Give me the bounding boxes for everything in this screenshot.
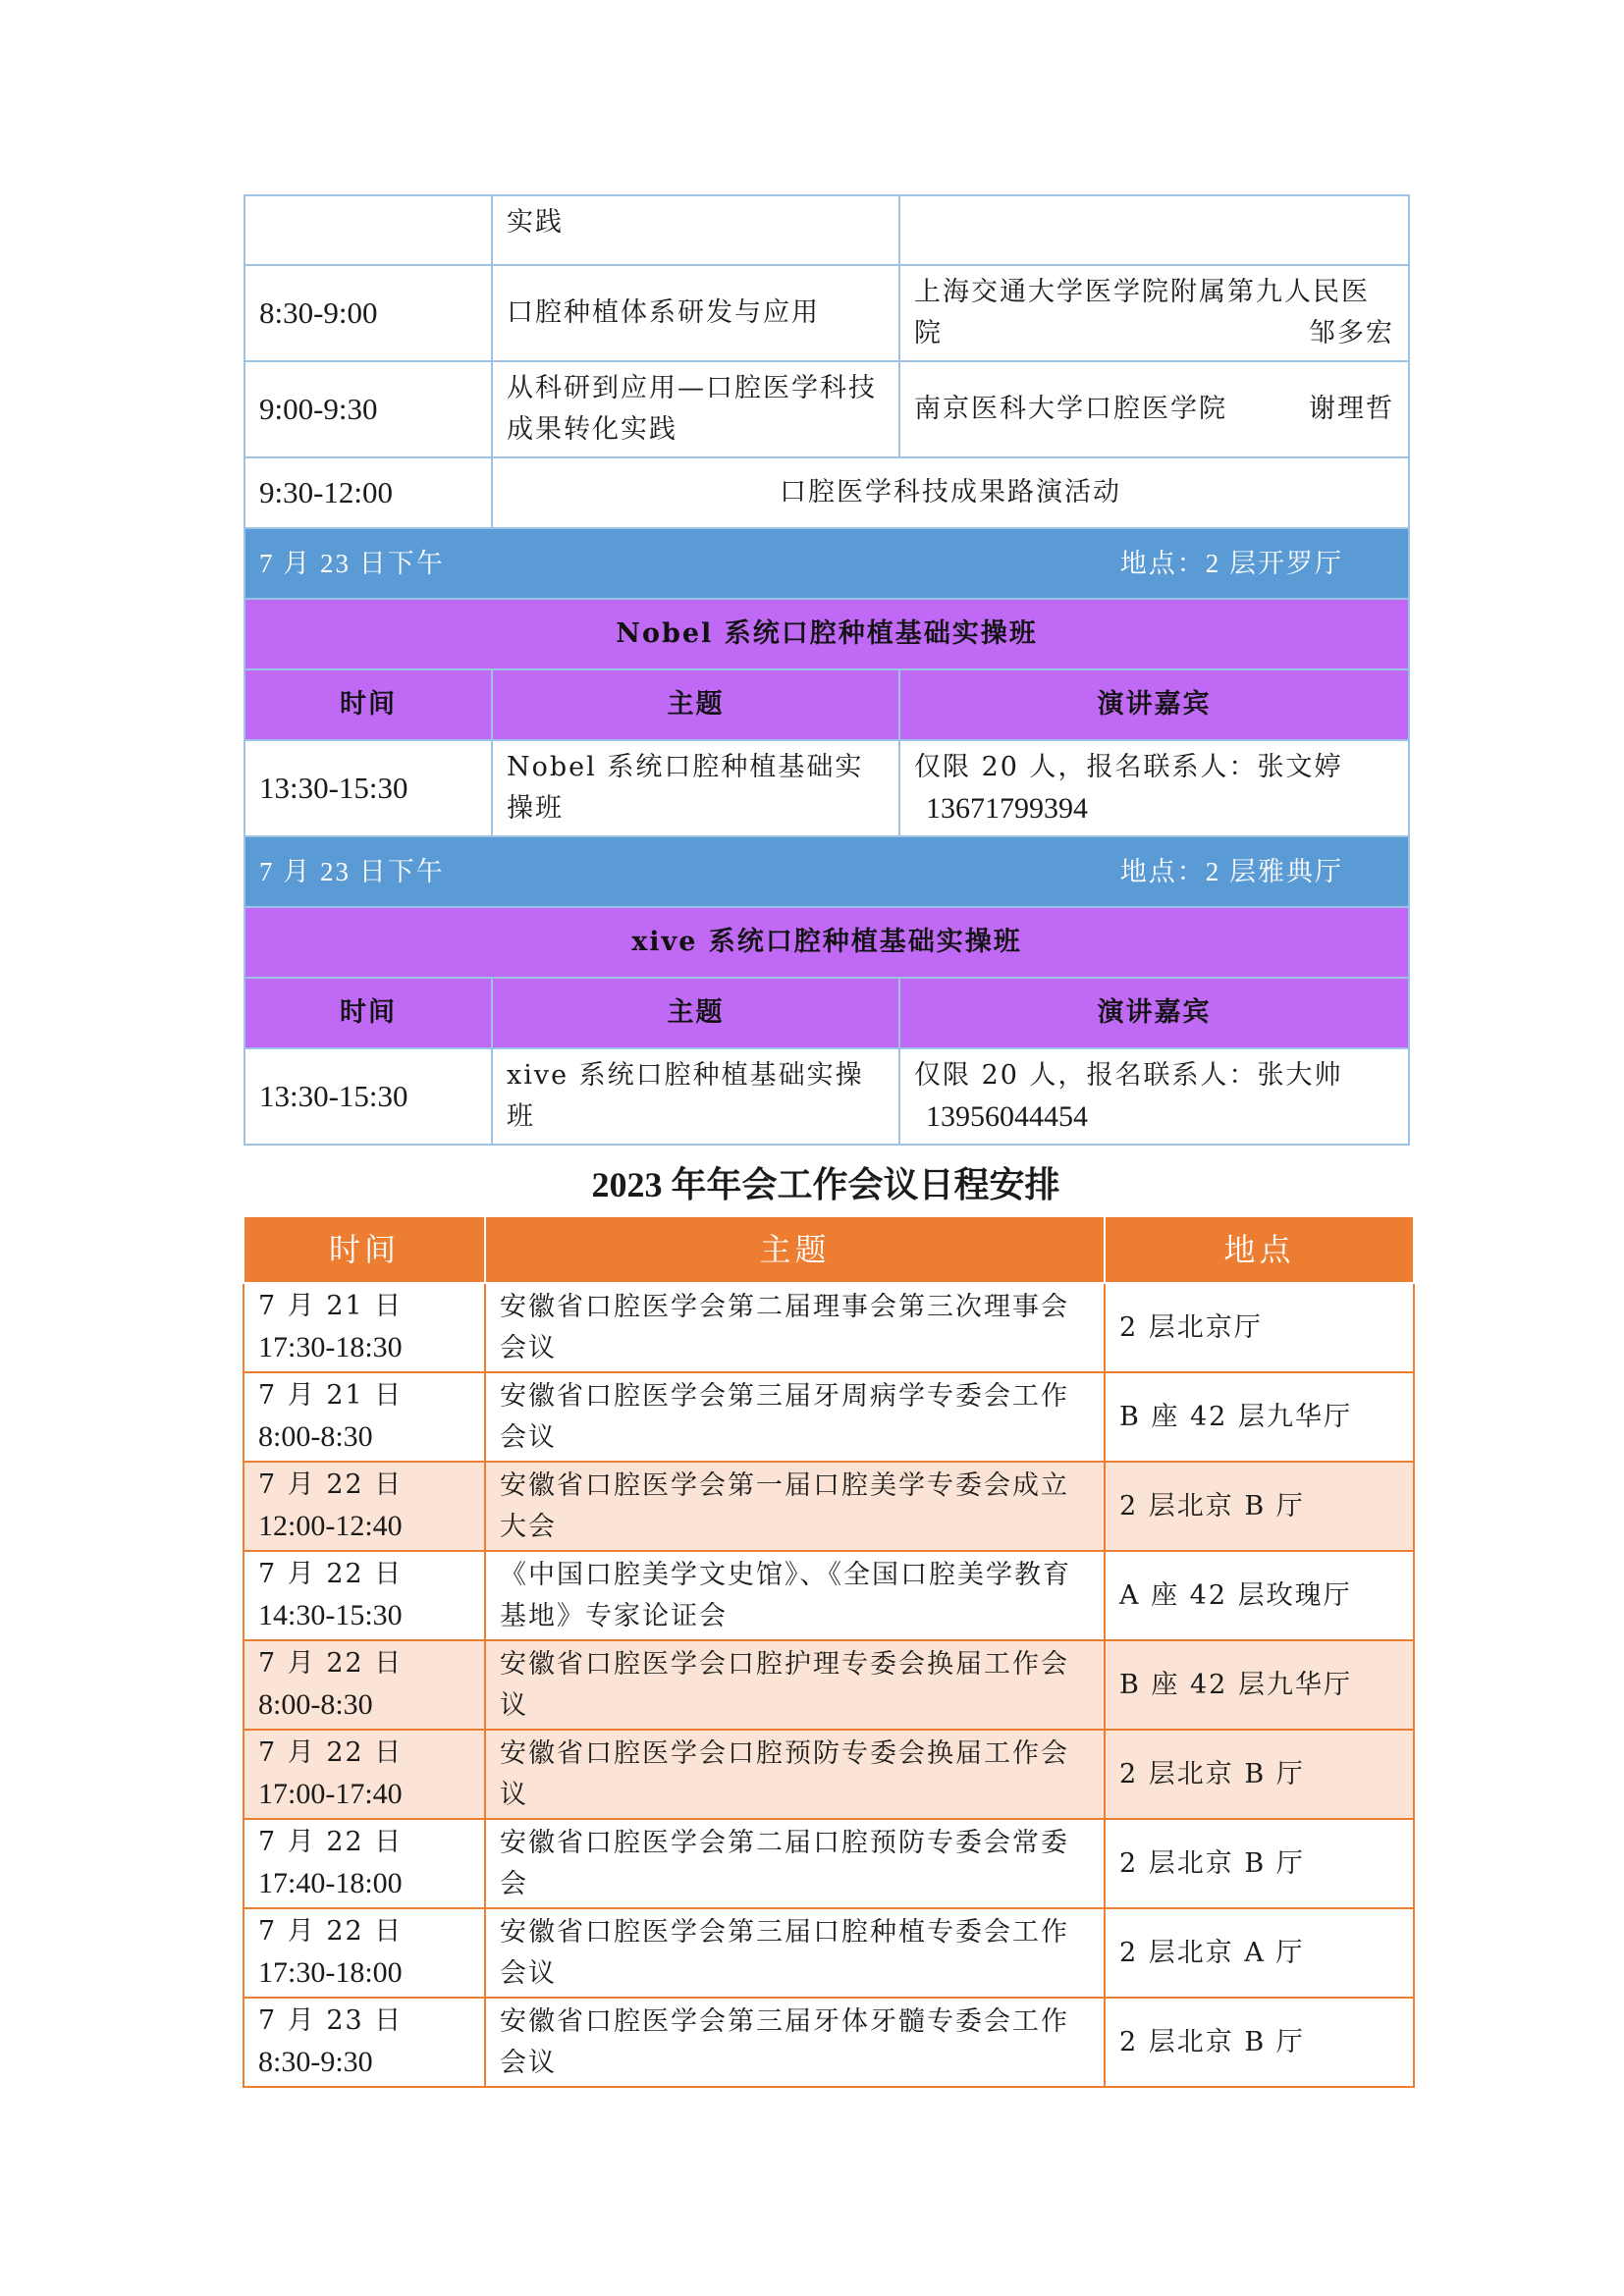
topic-cell: 口腔种植体系研发与应用	[492, 265, 899, 361]
meeting-time-cell	[244, 1819, 485, 1908]
session-location: 地点：2 层雅典厅	[1119, 857, 1343, 886]
page-content	[244, 194, 1408, 2088]
meetings-body	[244, 1283, 1414, 2087]
meeting-time: 17:00-17:40	[258, 1778, 403, 1810]
meeting-time-cell	[244, 1551, 485, 1640]
speaker-cell	[899, 195, 1409, 265]
speaker-cell	[899, 265, 1409, 361]
meeting-place: B 座 42 层九华厅	[1105, 1640, 1414, 1730]
meeting-date: 7 月 21 日	[258, 1380, 404, 1411]
meeting-date: 7 月 22 日	[258, 1559, 404, 1589]
topic-cell: 口腔医学科技成果路演活动	[492, 457, 1409, 528]
meeting-time: 8:00-8:30	[258, 1688, 373, 1721]
meeting-place: 2 层北京 B 厅	[1105, 1819, 1414, 1908]
column-header: 时间	[244, 1216, 485, 1283]
column-header: 时间	[244, 978, 492, 1048]
meeting-time: 14:30-15:30	[258, 1599, 403, 1631]
meeting-time-cell	[244, 1283, 485, 1372]
topic-cell: Nobel 系统口腔种植基础实操班	[492, 740, 899, 836]
column-header: 演讲嘉宾	[899, 978, 1409, 1048]
course-title: xive 系统口腔种植基础实操班	[244, 907, 1409, 978]
meeting-time: 17:30-18:00	[258, 1956, 403, 1989]
meeting-place: B 座 42 层九华厅	[1105, 1372, 1414, 1462]
meeting-topic: 安徽省口腔医学会口腔预防专委会换届工作会议	[485, 1730, 1105, 1819]
speaker-affiliation: 南京医科大学口腔医学院	[914, 394, 1227, 424]
meeting-time-cell	[244, 1462, 485, 1551]
meetings-header-row	[244, 1216, 1414, 1283]
session-header	[244, 528, 1409, 599]
meeting-place: 2 层北京厅	[1105, 1283, 1414, 1372]
column-header: 地点	[1105, 1216, 1414, 1283]
column-header: 时间	[244, 669, 492, 740]
topic-cell: xive 系统口腔种植基础实操班	[492, 1048, 899, 1145]
meeting-time: 8:30-9:30	[258, 2046, 373, 2078]
meetings-title: 2023 年年会工作会议日程安排	[591, 1165, 1060, 1204]
meeting-row	[244, 1283, 1414, 1372]
column-header: 演讲嘉宾	[899, 669, 1409, 740]
contact-phone: 13956044454	[926, 1100, 1088, 1133]
schedule-row	[244, 195, 1409, 265]
meeting-date: 7 月 22 日	[258, 1469, 404, 1500]
meeting-topic: 安徽省口腔医学会第三届牙周病学专委会工作会议	[485, 1372, 1105, 1462]
program-table	[244, 194, 1410, 1146]
meeting-row	[244, 1819, 1414, 1908]
session-header	[244, 836, 1409, 907]
topic-cell: 从科研到应用—口腔医学科技成果转化实践	[492, 361, 899, 457]
meeting-time-cell	[244, 1372, 485, 1462]
meeting-topic: 安徽省口腔医学会第二届口腔预防专委会常委会	[485, 1819, 1105, 1908]
time-cell: 9:30-12:00	[244, 457, 492, 528]
speaker-cell	[899, 1048, 1409, 1145]
meeting-row	[244, 1551, 1414, 1640]
course-title-row	[244, 907, 1409, 978]
time-cell: 13:30-15:30	[244, 740, 492, 836]
schedule-row	[244, 361, 1409, 457]
meeting-date: 7 月 22 日	[258, 1648, 404, 1679]
meetings-table	[243, 1215, 1415, 2088]
topic-cell: 实践	[492, 195, 899, 265]
meeting-row	[244, 1640, 1414, 1730]
meeting-time-cell	[244, 1640, 485, 1730]
meeting-place: 2 层北京 B 厅	[1105, 1730, 1414, 1819]
meeting-topic: 安徽省口腔医学会第三届口腔种植专委会工作会议	[485, 1908, 1105, 1998]
column-header: 主题	[492, 669, 899, 740]
meeting-row	[244, 1462, 1414, 1551]
meeting-time: 12:00-12:40	[258, 1510, 403, 1542]
speaker-affiliation: 上海交通大学医学院附属第九人民医院	[914, 277, 1370, 348]
meeting-topic: 安徽省口腔医学会口腔护理专委会换届工作会议	[485, 1640, 1105, 1730]
meeting-topic: 安徽省口腔医学会第一届口腔美学专委会成立大会	[485, 1462, 1105, 1551]
meeting-time-cell	[244, 1908, 485, 1998]
schedule-row	[244, 457, 1409, 528]
meeting-date: 7 月 21 日	[258, 1291, 404, 1321]
meeting-place: 2 层北京 B 厅	[1105, 1998, 1414, 2087]
meeting-topic: 安徽省口腔医学会第三届牙体牙髓专委会工作会议	[485, 1998, 1105, 2087]
time-cell: 8:30-9:00	[244, 265, 492, 361]
meeting-row	[244, 1908, 1414, 1998]
meeting-row	[244, 1998, 1414, 2087]
registration-note: 仅限 20 人，报名联系人：张文婷	[914, 752, 1343, 782]
meeting-date: 7 月 22 日	[258, 1827, 404, 1857]
contact-phone: 13671799394	[926, 792, 1088, 825]
course-row	[244, 1048, 1409, 1145]
meeting-time-cell	[244, 1730, 485, 1819]
meeting-date: 7 月 22 日	[258, 1737, 404, 1768]
speaker-name: 谢理哲	[1309, 394, 1394, 424]
time-cell: 13:30-15:30	[244, 1048, 492, 1145]
meeting-time: 17:30-18:30	[258, 1331, 403, 1363]
column-header-row	[244, 669, 1409, 740]
meeting-row	[244, 1730, 1414, 1819]
registration-note: 仅限 20 人，报名联系人：张大帅	[914, 1060, 1343, 1091]
session-date: 7 月 23 日下午	[259, 857, 445, 886]
meeting-row	[244, 1372, 1414, 1462]
time-cell: 9:00-9:30	[244, 361, 492, 457]
course-row	[244, 740, 1409, 836]
meeting-topic: 安徽省口腔医学会第二届理事会第三次理事会会议	[485, 1283, 1105, 1372]
meeting-time: 8:00-8:30	[258, 1420, 373, 1453]
column-header-row	[244, 978, 1409, 1048]
course-title-row	[244, 599, 1409, 669]
meeting-place: 2 层北京 A 厅	[1105, 1908, 1414, 1998]
speaker-cell	[899, 361, 1409, 457]
session-date: 7 月 23 日下午	[259, 549, 445, 578]
speaker-name: 邹多宏	[1309, 318, 1394, 348]
meeting-time-cell	[244, 1998, 485, 2087]
column-header: 主题	[485, 1216, 1105, 1283]
column-header: 主题	[492, 978, 899, 1048]
meeting-date: 7 月 22 日	[258, 1916, 404, 1947]
meeting-place: 2 层北京 B 厅	[1105, 1462, 1414, 1551]
meeting-place: A 座 42 层玫瑰厅	[1105, 1551, 1414, 1640]
meeting-date: 7 月 23 日	[258, 2005, 404, 2036]
meeting-topic: 《中国口腔美学文史馆》、《全国口腔美学教育基地》专家论证会	[485, 1551, 1105, 1640]
speaker-cell	[899, 740, 1409, 836]
time-cell	[244, 195, 492, 265]
course-title: Nobel 系统口腔种植基础实操班	[244, 599, 1409, 669]
session-location: 地点：2 层开罗厅	[1119, 549, 1343, 578]
meeting-time: 17:40-18:00	[258, 1867, 403, 1899]
schedule-row	[244, 265, 1409, 361]
